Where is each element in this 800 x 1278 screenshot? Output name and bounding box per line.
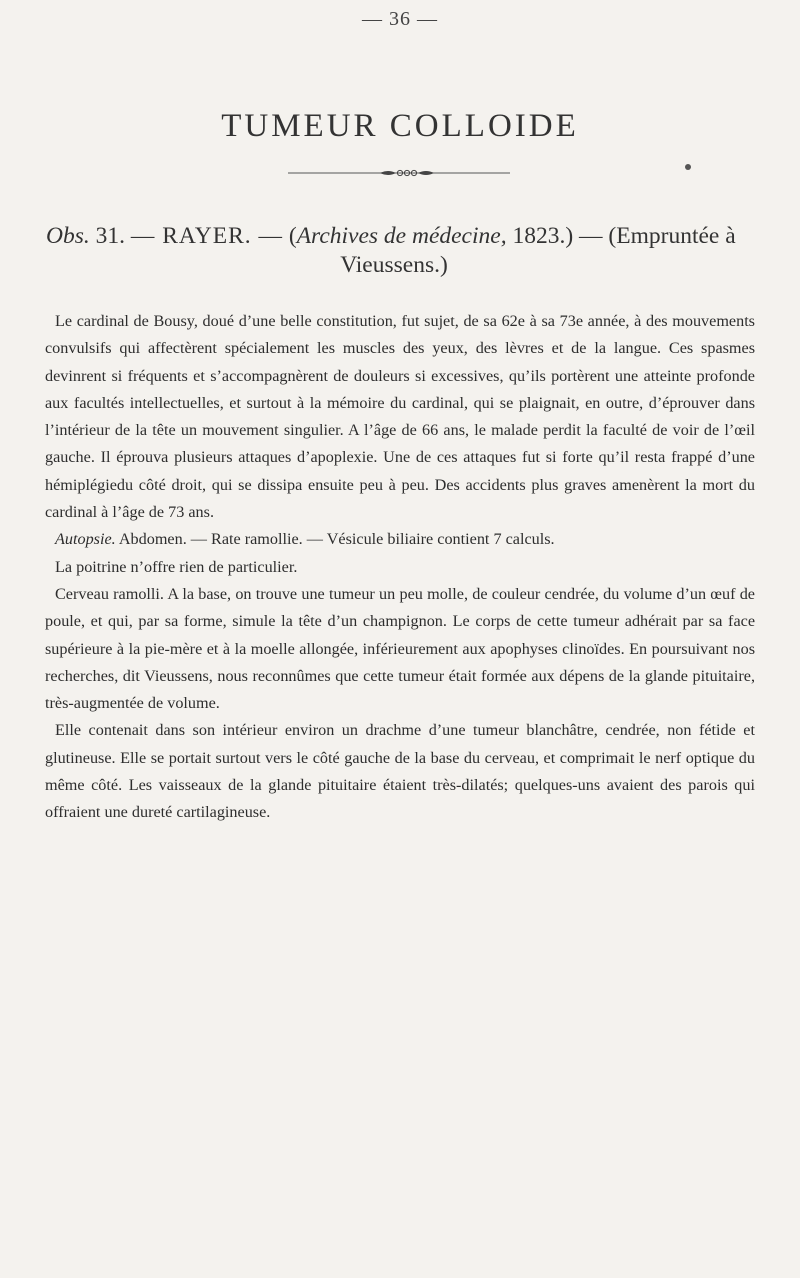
paragraph-autopsy <box>45 526 755 553</box>
decorative-rule <box>288 168 510 178</box>
source-year: 1823.) <box>512 223 574 249</box>
ink-dot <box>685 164 691 170</box>
source-open-paren: ( <box>288 223 297 249</box>
observation-author: — RAYER. — <box>130 223 283 249</box>
observation-heading <box>46 222 756 280</box>
borrowed-note: — (Empruntée à <box>579 223 736 249</box>
paragraph-chest: La poitrine n’offre rien de particulier. <box>55 557 298 576</box>
autopsy-text: Abdomen. — Rate ramollie. — Vésicule biliaire contient 7 calculs. <box>115 530 555 549</box>
borrowed-from: Vieussens.) <box>340 252 448 278</box>
observation-label: Obs. <box>46 223 90 249</box>
paragraph-history: Le cardinal de Bousy, doué d’une belle constitution, fut sujet, de sa 62e à sa 73e année, à des mouvements convulsifs qui affectèrent spécialement les muscles des yeux, des lèvres et de la langue. Ces spasmes devinrent si fréquents et s’accompagnèrent de douleurs si excessives, qu’ils portèrent une atteinte profonde aux facultés intellectuelles, et surtout à la mémoire du cardinal, qui se plaignait, en outre, d’éprouver dans l’intérieur de la tête un mouvement singulier. A l’âge de 66 ans, le malade perdit la faculté de voir de l’œil gauche. Il éprouva plusieurs attaques d’apoplexie. Une de ces attaques fut si forte qu’il resta frappé d’une hémiplégiedu côté droit, qui se dissipa ensuite peu à peu. Des accidents plus graves amenèrent la mort du cardinal à l’âge de 73 ans. <box>45 312 755 522</box>
chapter-title: TUMEUR COLLOIDE <box>221 108 579 144</box>
source-title: Archives de médecine, <box>296 223 507 249</box>
page-number: — 36 — <box>362 8 438 30</box>
paragraph-brain: Cerveau ramolli. A la base, on trouve une tumeur un peu molle, de couleur cendrée, du volume d’un œuf de poule, et qui, par sa forme, simule la tête d’un champignon. Le corps de cette tumeur adhérait par sa face supérieure à la pie-mère et à la moelle allongée, inférieurement aux apophyses clinoïdes. En poursuivant nos recherches, dit Vieussens, nous reconnûmes que cette tumeur était formée aux dépens de la glande pituitaire, très-augmentée de volume. <box>45 584 755 713</box>
paragraph-tumor-contents: Elle contenait dans son intérieur environ un drachme d’une tumeur blanchâtre, cendrée, non fétide et glutineuse. Elle se portait surtout vers le côté gauche de la base du cerveau, et comprimait le nerf optique du même côté. Les vaisseaux de la glande pituitaire étaient très-dilatés; quelques-uns avaient des parois qui offraient une dureté cartilagineuse. <box>45 721 755 822</box>
autopsy-label: Autopsie. <box>55 530 116 549</box>
observation-body <box>45 308 755 827</box>
observation-number: 31. <box>95 223 125 249</box>
